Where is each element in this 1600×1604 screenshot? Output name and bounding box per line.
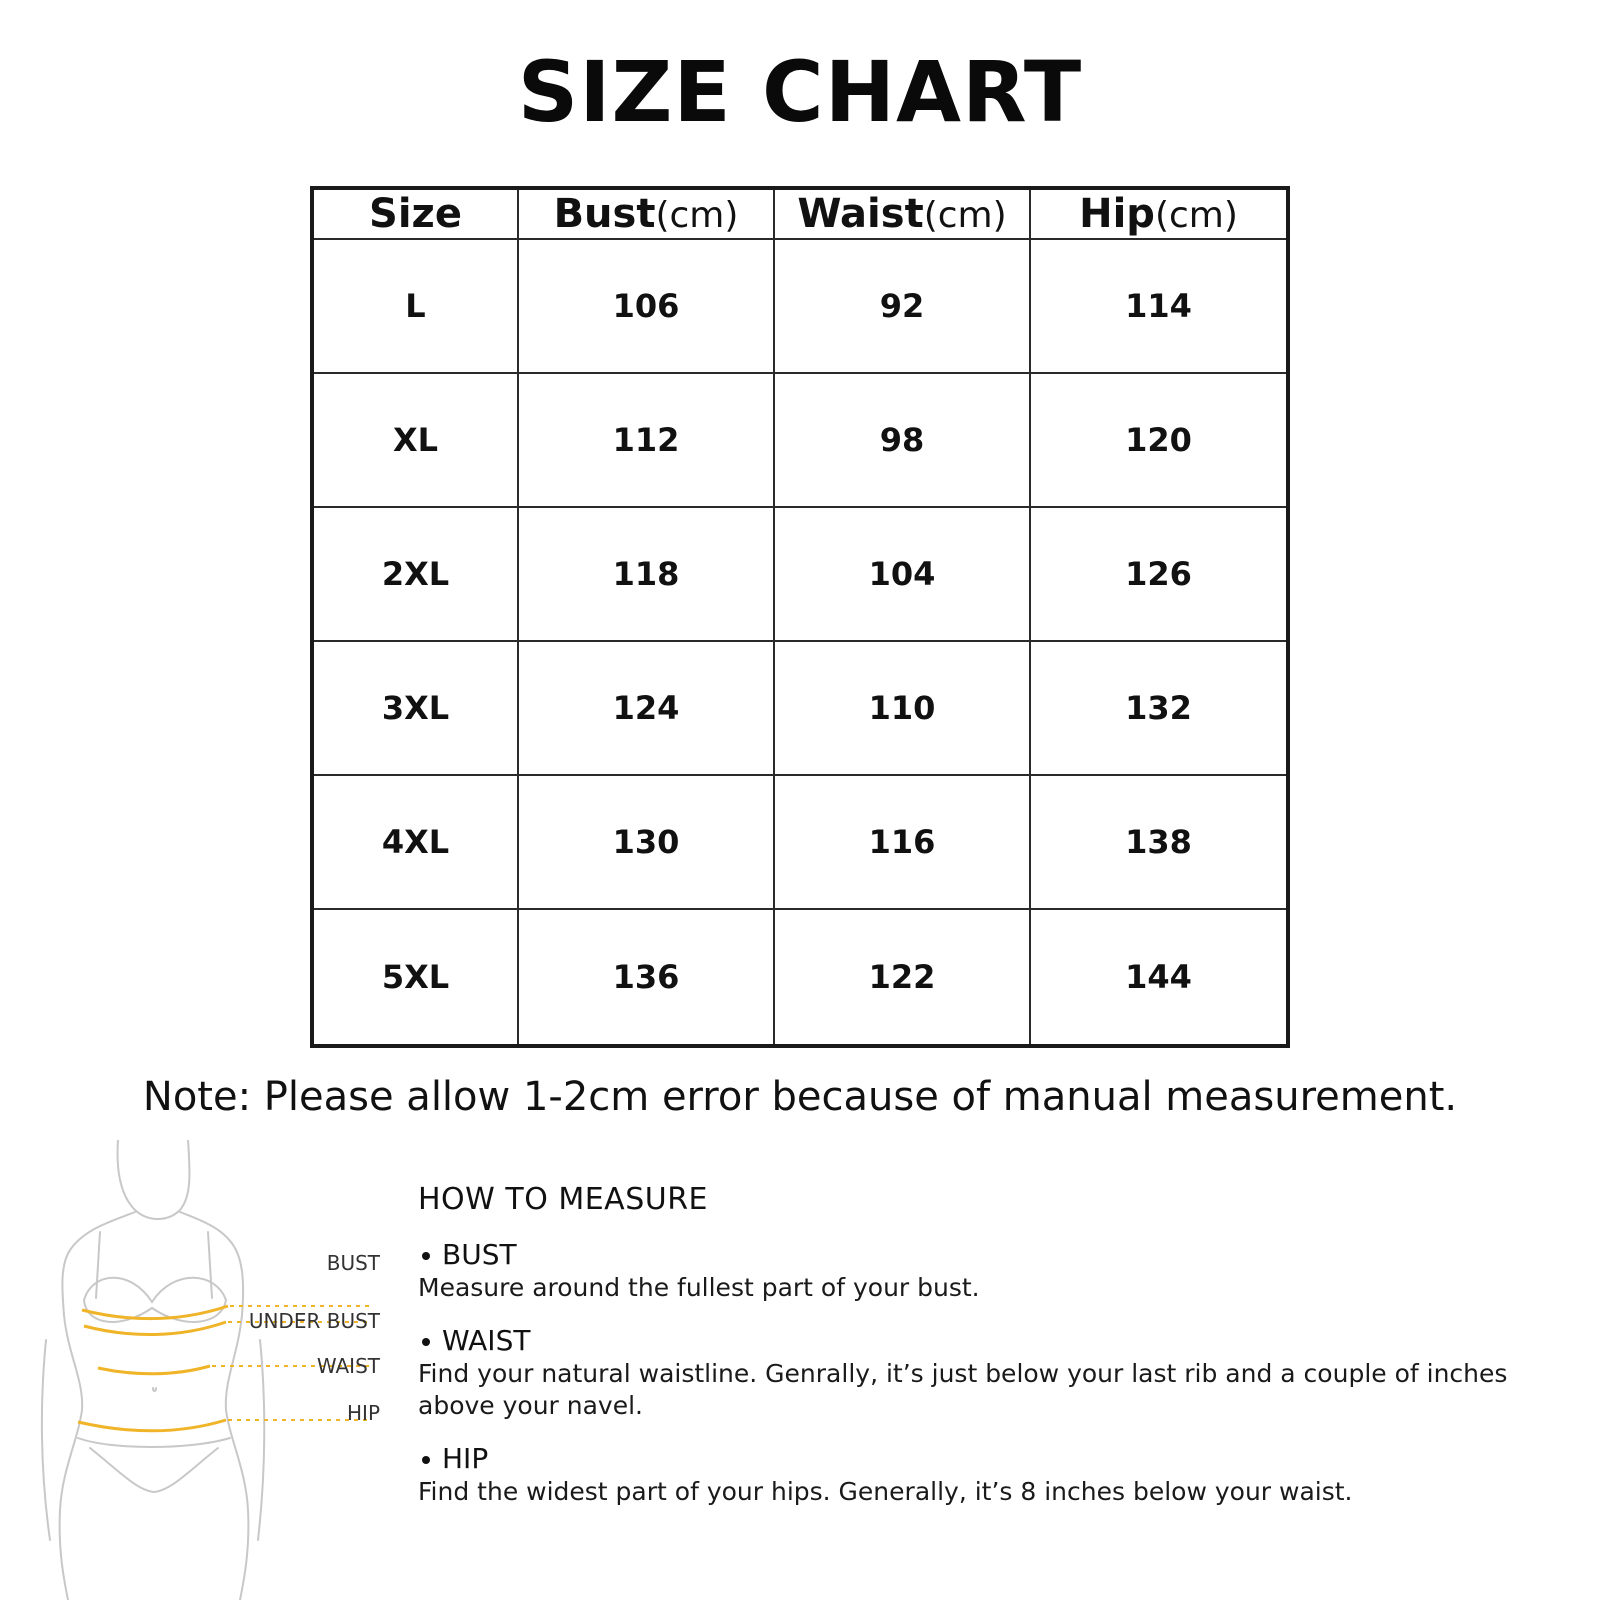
cell-size: 2XL [312,507,518,641]
cell-waist: 98 [774,373,1030,507]
cell-waist: 104 [774,507,1030,641]
how-to-measure-section [418,1180,1578,1528]
header-bust [518,188,774,239]
how-item-bust [418,1238,1578,1304]
cell-size: XL [312,373,518,507]
header-size [312,188,518,239]
header-unit: (cm) [923,195,1007,236]
cell-waist: 110 [774,641,1030,775]
how-heading-text: HIP [442,1442,489,1475]
header-unit: (cm) [1154,195,1238,236]
cell-bust: 118 [518,507,774,641]
figure-label-under-bust: UNDER BUST [248,1309,380,1333]
cell-hip: 144 [1030,909,1288,1046]
header-label: Bust [553,191,656,237]
figure-label-waist: WAIST [316,1354,380,1378]
how-to-measure-title: HOW TO MEASURE [418,1182,709,1217]
bullet-icon [422,1456,430,1464]
cell-bust: 124 [518,641,774,775]
cell-hip: 138 [1030,775,1288,909]
header-label: Size [369,191,462,237]
figure-label-bust: BUST [326,1251,380,1275]
how-item-waist [418,1324,1578,1422]
header-label: Hip [1079,191,1155,237]
cell-hip: 126 [1030,507,1288,641]
size-table [310,186,1290,1048]
how-heading-text: WAIST [442,1324,531,1357]
header-label: Waist [797,191,924,237]
cell-size: 5XL [312,909,518,1046]
how-heading-text: BUST [442,1238,517,1271]
measurement-note: Note: Please allow 1-2cm error because of manual measurement. [142,1074,1458,1120]
table-row [312,641,1288,775]
bullet-icon [422,1252,430,1260]
how-item-heading [418,1442,1578,1476]
body-measurement-figure [40,1140,400,1600]
how-item-description: Find your natural waistline. Genrally, it’s just below your last rib and a couple of inches above your navel. [418,1359,1508,1420]
table-row [312,239,1288,373]
table-row [312,775,1288,909]
table-row [312,373,1288,507]
cell-waist: 122 [774,909,1030,1046]
cell-bust: 106 [518,239,774,373]
page-title: SIZE CHART [517,43,1083,141]
table-row [312,909,1288,1046]
header-waist [774,188,1030,239]
cell-bust: 112 [518,373,774,507]
cell-size: L [312,239,518,373]
how-item-hip [418,1442,1578,1508]
cell-hip: 132 [1030,641,1288,775]
how-item-heading [418,1324,1578,1358]
table-row [312,507,1288,641]
how-item-heading [418,1238,1578,1272]
cell-hip: 120 [1030,373,1288,507]
cell-bust: 130 [518,775,774,909]
how-item-description: Find the widest part of your hips. Generally, it’s 8 inches below your waist. [418,1477,1353,1506]
bullet-icon [422,1338,430,1346]
figure-label-hip: HIP [347,1401,380,1425]
cell-size: 4XL [312,775,518,909]
cell-bust: 136 [518,909,774,1046]
cell-hip: 114 [1030,239,1288,373]
table-header-row [312,188,1288,239]
cell-waist: 116 [774,775,1030,909]
header-hip [1030,188,1288,239]
header-unit: (cm) [655,195,739,236]
how-item-description: Measure around the fullest part of your bust. [418,1273,980,1302]
cell-size: 3XL [312,641,518,775]
cell-waist: 92 [774,239,1030,373]
